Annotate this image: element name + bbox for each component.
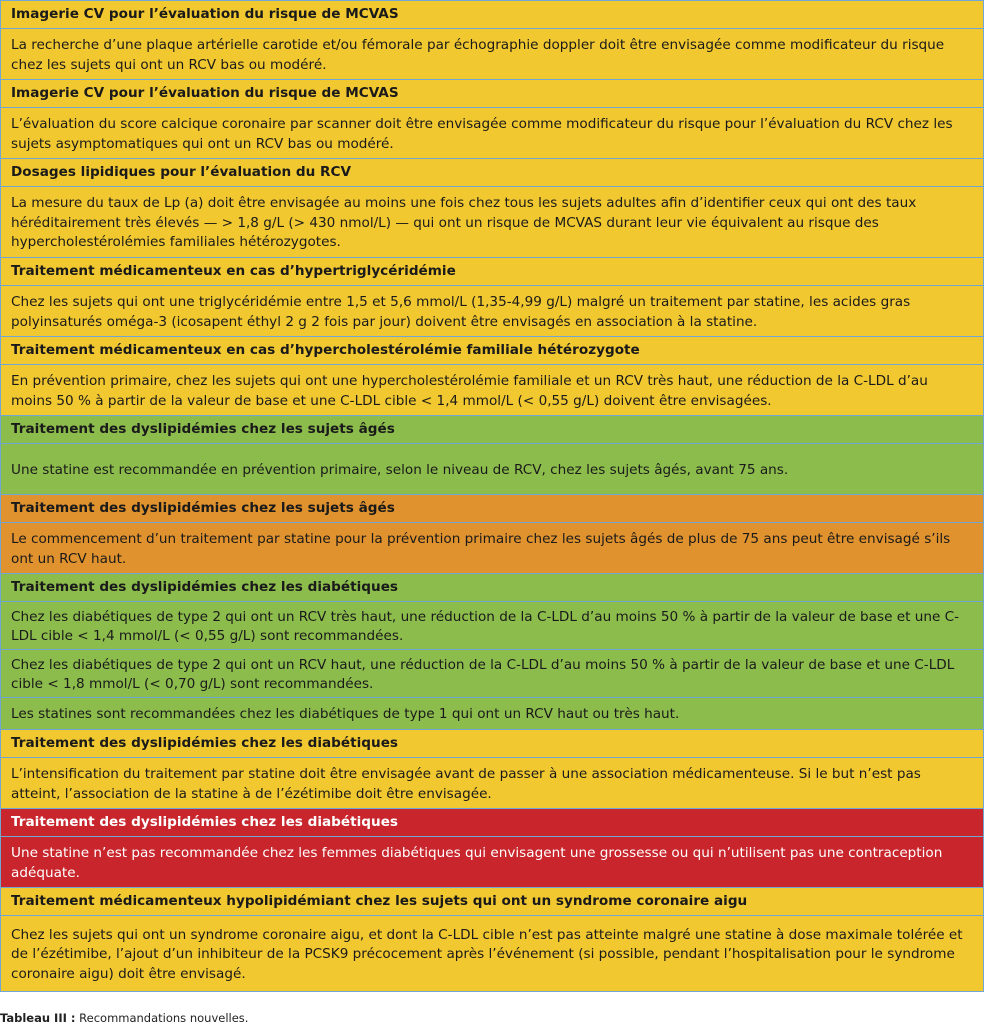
recommendation-text: [0, 758, 984, 809]
recommendation-body: Chez les sujets qui ont une triglycéridémie entre 1,5 et 5,6 mmol/L (1,35-4,99 g/L) malgré un traitement par statine, les acides gras polyinsaturés oméga-3 (icosapent éthyl 2 g 2 fois par jour) doivent être envisagés en association à la statine.: [11, 294, 911, 330]
recommendation-body: Une statine est recommandée en prévention primaire, selon le niveau de RCV, chez les sujets âgés, avant 75 ans.: [11, 461, 789, 478]
recommendation-body: L’évaluation du score calcique coronaire par scanner doit être envisagée comme modificateur du risque pour l’évaluation du RCV chez les sujets asymptomatiques qui ont un RCV bas ou modéré.: [11, 116, 953, 152]
section-header: [0, 888, 984, 916]
recommendation-text: [0, 187, 984, 258]
caption-text: Recommandations nouvelles.: [75, 1011, 249, 1025]
recommendation-text: [0, 365, 984, 416]
recommendation-text: [0, 444, 984, 495]
recommendation-body: Le commencement d’un traitement par statine pour la prévention primaire chez les sujets âgés de plus de 75 ans peut être envisagé s’ils ont un RCV haut.: [11, 531, 951, 567]
section-header: [0, 574, 984, 602]
section-header-label: Imagerie CV pour l’évaluation du risque de MCVAS: [11, 84, 399, 101]
recommendation-body: Les statines sont recommandées chez les diabétiques de type 1 qui ont un RCV haut ou très haut.: [11, 706, 680, 723]
section-header: [0, 80, 984, 108]
recommendation-body: Une statine n’est pas recommandée chez les femmes diabétiques qui envisagent une grossesse ou qui n’utilisent pas une contraception adéquate.: [11, 845, 943, 881]
recommendation-body: La recherche d’une plaque artérielle carotide et/ou fémorale par échographie doppler doit être envisagée comme modificateur du risque chez les sujets qui ont un RCV bas ou modéré.: [11, 37, 945, 73]
recommendation-text: [0, 916, 984, 992]
recommendation-text: [0, 523, 984, 574]
recommendation-body: Chez les sujets qui ont un syndrome coronaire aigu, et dont la C-LDL cible n’est pas atteinte malgré une statine à dose maximale tolérée et de l’ézétimibe, l’ajout d’un inhibiteur de la PCSK9 précocement après l’événement (si possible, pendant l’hospitalisation pour le syndrome coronaire aigu) doit être envisagé.: [11, 926, 963, 982]
section-header-label: Dosages lipidiques pour l’évaluation du RCV: [11, 163, 351, 180]
recommendation-body: La mesure du taux de Lp (a) doit être envisagée au moins une fois chez tous les sujets adultes afin d’identifier ceux qui ont des taux héréditairement très élevés — > 1,8 g/L (> 430 nmol/L) — qui ont un risque de MCVAS durant leur vie équivalent au risque des hypercholestérolémies familiales hétérozygotes.: [11, 195, 917, 251]
recommendation-text: [0, 650, 984, 698]
section-header: [0, 258, 984, 286]
section-header: [0, 416, 984, 444]
section-header: [0, 159, 984, 187]
recommendation-text: [0, 698, 984, 730]
recommendation-body: L’intensification du traitement par statine doit être envisagée avant de passer à une association médicamenteuse. Si le but n’est pas atteint, l’association de la statine à de l’ézétimibe doit être envisagée.: [11, 766, 921, 802]
caption-label: Tableau III :: [0, 1011, 76, 1025]
section-header: [0, 730, 984, 758]
recommendation-text: [0, 108, 984, 159]
section-header-label: Traitement des dyslipidémies chez les diabétiques: [11, 734, 399, 751]
recommendation-body: Chez les diabétiques de type 2 qui ont un RCV haut, une réduction de la C-LDL d’au moins 50 % à partir de la valeur de base et une C-LDL cible < 1,8 mmol/L (< 0,70 g/L) sont recommandées.: [11, 656, 955, 692]
section-header-label: Traitement des dyslipidémies chez les sujets âgés: [11, 420, 395, 437]
recommendation-body: Chez les diabétiques de type 2 qui ont un RCV très haut, une réduction de la C-LDL d’au moins 50 % à partir de la valeur de base et une C-LDL cible < 1,4 mmol/L (< 0,55 g/L) sont recommandées.: [11, 608, 960, 644]
recommendation-body: En prévention primaire, chez les sujets qui ont une hypercholestérolémie familiale et un RCV très haut, une réduction de la C-LDL d’au moins 50 % à partir de la valeur de base et une C-LDL cible < 1,4 mmol/L (< 0,55 g/L) doivent être envisagées.: [11, 373, 928, 409]
section-header-label: Traitement médicamenteux en cas d’hypertriglycéridémie: [11, 262, 456, 279]
section-header: [0, 337, 984, 365]
section-header: [0, 809, 984, 837]
table-caption: [0, 1011, 248, 1025]
section-header-label: Traitement des dyslipidémies chez les diabétiques: [11, 813, 399, 830]
section-header: [0, 0, 984, 29]
recommendation-text: [0, 602, 984, 650]
section-header-label: Traitement médicamenteux en cas d’hypercholestérolémie familiale hétérozygote: [11, 341, 640, 358]
section-header-label: Traitement des dyslipidémies chez les sujets âgés: [11, 499, 395, 516]
section-header: [0, 495, 984, 523]
recommendation-text: [0, 837, 984, 888]
section-header-label: Traitement médicamenteux hypolipidémiant chez les sujets qui ont un syndrome coronaire aigu: [11, 892, 748, 909]
recommendation-text: [0, 29, 984, 80]
recommendation-text: [0, 286, 984, 337]
section-header-label: Traitement des dyslipidémies chez les diabétiques: [11, 578, 399, 595]
section-header-label: Imagerie CV pour l’évaluation du risque de MCVAS: [11, 5, 399, 22]
